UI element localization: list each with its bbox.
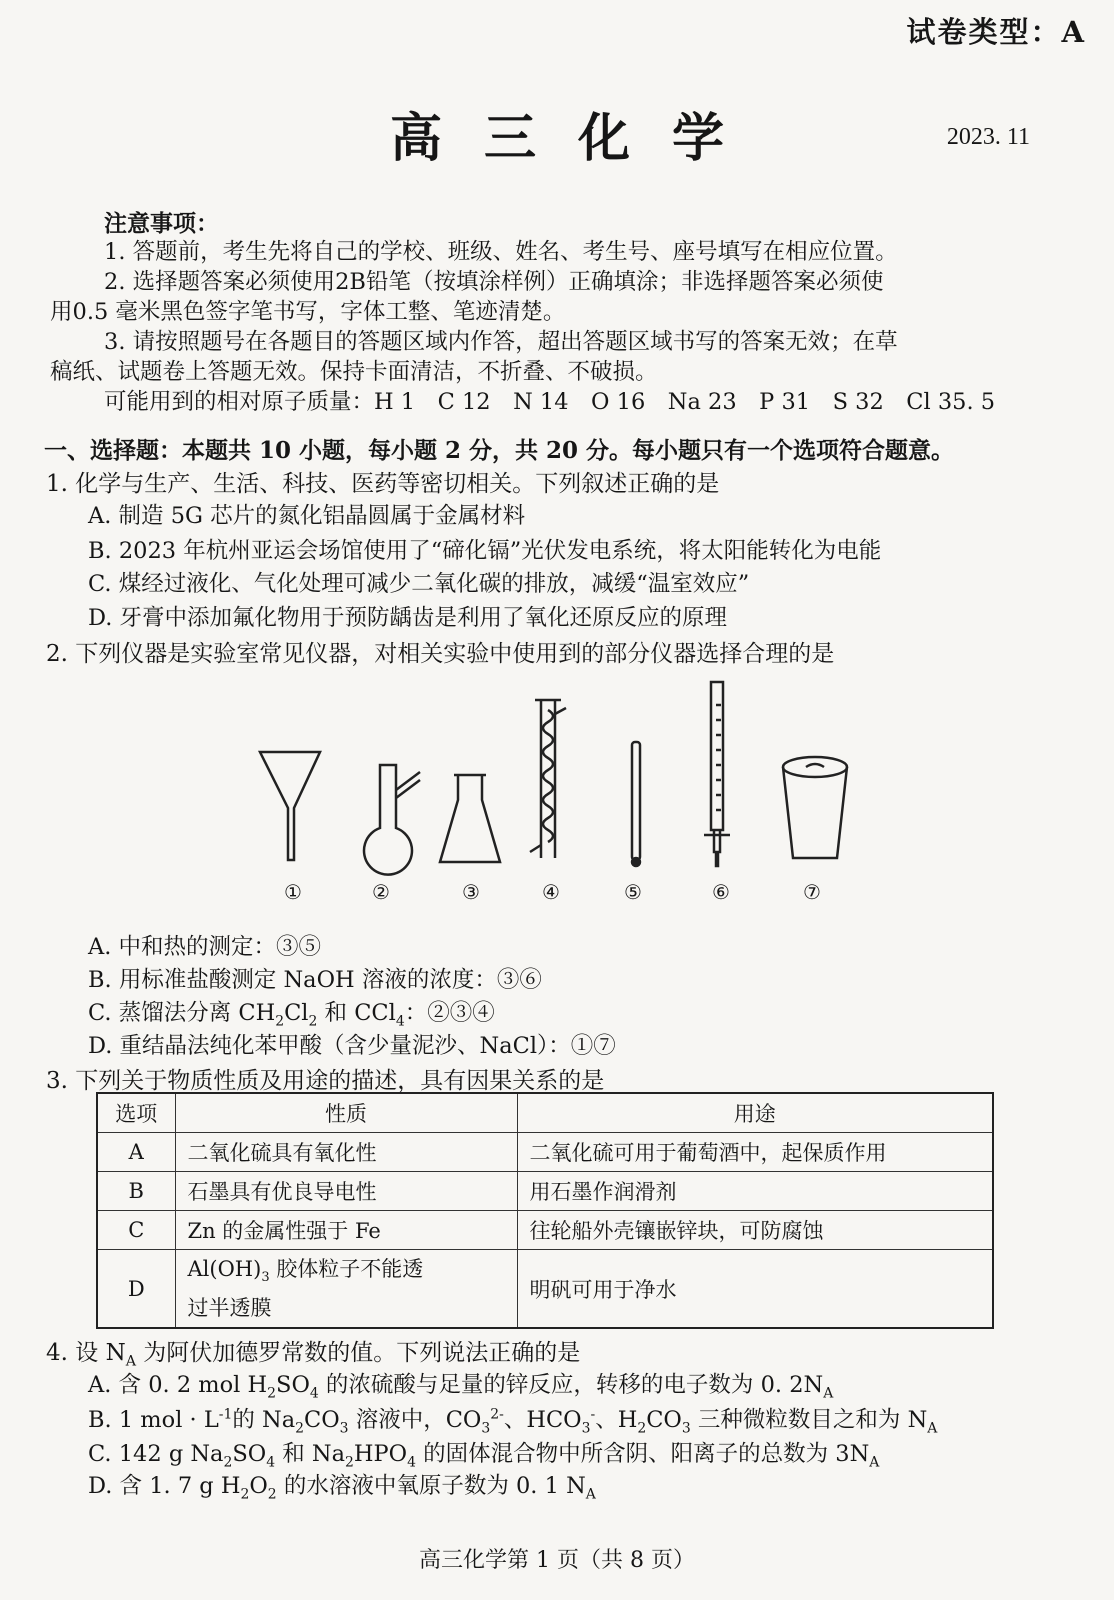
table-cell-property: 二氧化硫具有氧化性 bbox=[175, 1133, 517, 1172]
atomic-mass-line: 可能用到的相对原子质量：H 1 C 12 N 14 O 16 Na 23 P 31 S 32 Cl 35. 5 bbox=[104, 389, 996, 415]
apparatus-figure bbox=[250, 680, 870, 910]
table-header-option: 选项 bbox=[97, 1093, 175, 1133]
table-header-property: 性质 bbox=[175, 1093, 517, 1133]
question-3-stem: 3. 下列关于物质性质及用途的描述，具有因果关系的是 bbox=[46, 1068, 605, 1094]
page-footer: 高三化学第 1 页（共 8 页） bbox=[419, 1548, 695, 1573]
burette-icon bbox=[704, 682, 730, 866]
page-title: 高三化学 bbox=[389, 108, 766, 169]
apparatus-label: ① bbox=[284, 880, 302, 904]
section-heading: 一、选择题：本题共 10 小题，每小题 2 分，共 20 分。每小题只有一个选项符合题意。 bbox=[44, 437, 955, 464]
table-cell-use: 二氧化硫可用于葡萄酒中，起保质作用 bbox=[517, 1133, 993, 1172]
question-2-option-a: A. 中和热的测定：③⑤ bbox=[88, 934, 322, 960]
crucible-icon bbox=[783, 757, 847, 858]
table-row bbox=[97, 1172, 993, 1211]
table-header-row bbox=[97, 1093, 993, 1133]
question-4-stem: 4. 设 $N_A$ 为阿伏加德罗常数的值。下列说法正确的是 bbox=[46, 1340, 581, 1370]
question-1-stem: 1. 化学与生产、生活、科技、医药等密切相关。下列叙述正确的是 bbox=[46, 471, 720, 497]
table-cell-use: 明矾可用于净水 bbox=[517, 1250, 993, 1329]
paper-type-label: 试卷类型：A bbox=[906, 15, 1086, 49]
note-line: 3. 请按照题号在各题目的答题区域内作答，超出答题区域书写的答案无效；在草 bbox=[104, 329, 898, 355]
table-cell-use: 用石墨作润滑剂 bbox=[517, 1172, 993, 1211]
conical-flask-icon bbox=[440, 775, 500, 862]
note-line: 稿纸、试题卷上答题无效。保持卡面清洁，不折叠、不破损。 bbox=[50, 359, 658, 385]
property-use-table bbox=[96, 1092, 994, 1329]
exam-date: 2023. 11 bbox=[946, 124, 1030, 150]
question-4-option-a: A. 含 0. 2 mol $H_2SO_4$ 的浓硫酸与足量的锌反应，转移的电子数为 0. $2N_A$ bbox=[88, 1372, 834, 1402]
note-line: 用0.5 毫米黑色签字笔书写，字体工整、笔迹清楚。 bbox=[50, 299, 566, 325]
question-2-option-d: D. 重结晶法纯化苯甲酸（含少量泥沙、NaCl）：①⑦ bbox=[88, 1033, 616, 1059]
question-1-option-c: C. 煤经过液化、气化处理可减少二氧化碳的排放，减缓“温室效应” bbox=[88, 571, 750, 597]
table-cell-property: 石墨具有优良导电性 bbox=[175, 1172, 517, 1211]
distillation-flask-icon bbox=[364, 765, 420, 875]
table-cell-option: A bbox=[97, 1133, 175, 1172]
table-cell-option: D bbox=[97, 1250, 175, 1329]
apparatus-label: ⑦ bbox=[803, 880, 821, 904]
apparatus-label: ⑤ bbox=[624, 880, 642, 904]
condenser-icon bbox=[530, 700, 566, 858]
table-cell-property: Zn 的金属性强于 Fe bbox=[175, 1211, 517, 1250]
apparatus-label: ⑥ bbox=[712, 880, 730, 904]
question-2-option-b: B. 用标准盐酸测定 NaOH 溶液的浓度：③⑥ bbox=[88, 967, 542, 993]
funnel-icon bbox=[260, 752, 320, 860]
question-1-option-b: B. 2023 年杭州亚运会场馆使用了“碲化镉”光伏发电系统，将太阳能转化为电能 bbox=[88, 538, 882, 564]
table-row bbox=[97, 1211, 993, 1250]
notes-heading: 注意事项： bbox=[104, 210, 219, 237]
table-cell-use: 往轮船外壳镶嵌锌块，可防腐蚀 bbox=[517, 1211, 993, 1250]
apparatus-label: ④ bbox=[542, 880, 560, 904]
note-line: 2. 选择题答案必须使用2B铅笔（按填涂样例）正确填涂；非选择题答案必须使 bbox=[104, 269, 884, 295]
question-1-option-d: D. 牙膏中添加氟化物用于预防龋齿是利用了氧化还原反应的原理 bbox=[88, 605, 728, 631]
question-1-option-a: A. 制造 5G 芯片的氮化铝晶圆属于金属材料 bbox=[88, 503, 526, 529]
table-cell-property: $Al(OH)_3$ 胶体粒子不能透 过半透膜 bbox=[175, 1250, 517, 1329]
apparatus-label: ② bbox=[372, 880, 390, 904]
table-row bbox=[97, 1250, 993, 1329]
thermometer-icon bbox=[632, 742, 640, 866]
table-cell-option: C bbox=[97, 1211, 175, 1250]
question-4-option-b: B. 1 mol · $L^{-1}$的 $Na_2CO_3$ 溶液中，$CO_3^{2-}$、$HCO_3^-$、$H_2CO_3$ 三种微粒数目之和为 $N_A$ bbox=[88, 1406, 938, 1437]
question-4-option-c: C. 142 g $Na_2SO_4$ 和 $Na_2HPO_4$ 的固体混合物中所含阴、阳离子的总数为 $3N_A$ bbox=[88, 1441, 880, 1471]
table-row bbox=[97, 1133, 993, 1172]
question-2-stem: 2. 下列仪器是实验室常见仪器，对相关实验中使用到的部分仪器选择合理的是 bbox=[46, 641, 835, 667]
question-2-option-c: C. 蒸馏法分离 $CH_2Cl_2$ 和 CCl$_4$：②③④ bbox=[88, 1000, 495, 1030]
question-4-option-d: D. 含 1. 7 g $H_2O_2$ 的水溶液中氧原子数为 0. 1 $N_A$ bbox=[88, 1473, 596, 1503]
note-line: 1. 答题前，考生先将自己的学校、班级、姓名、考生号、座号填写在相应位置。 bbox=[104, 239, 898, 265]
apparatus-label: ③ bbox=[462, 880, 480, 904]
table-cell-option: B bbox=[97, 1172, 175, 1211]
table-header-use: 用途 bbox=[517, 1093, 993, 1133]
